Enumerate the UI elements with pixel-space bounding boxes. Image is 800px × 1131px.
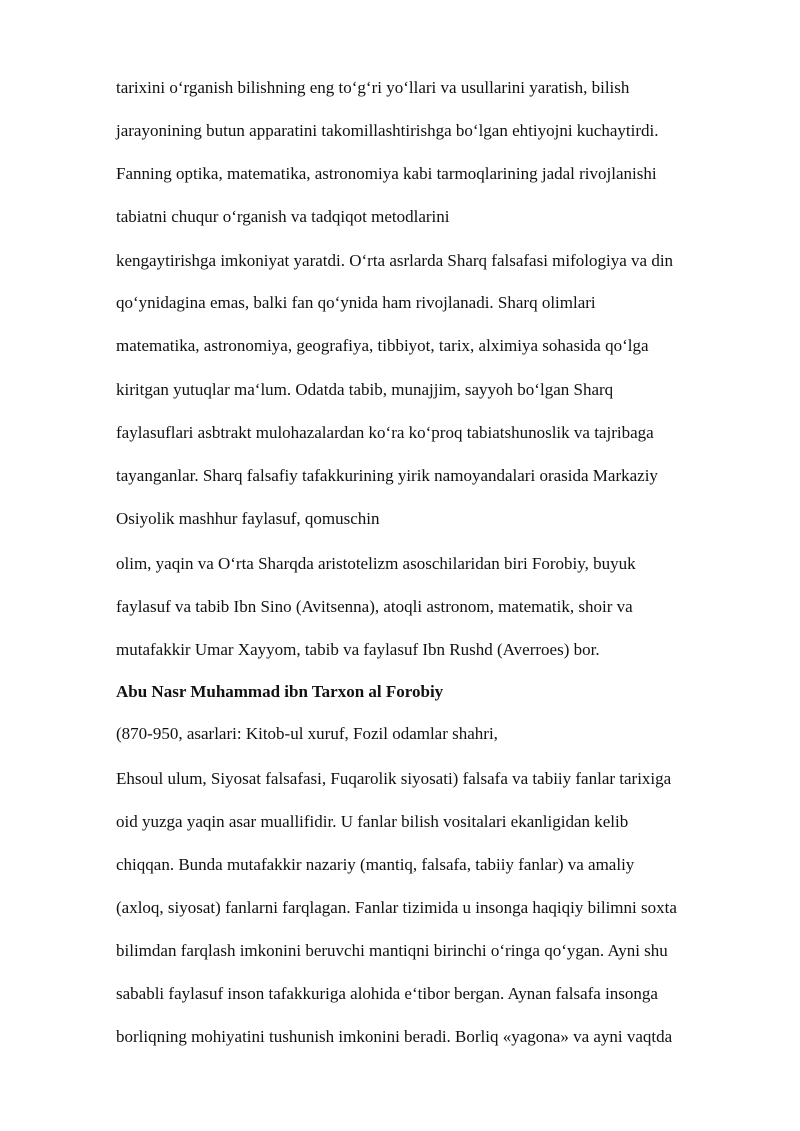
text-line: Osiyolik mashhur faylasuf, qomuschin xyxy=(116,509,380,528)
text-line: tayanganlar. Sharq falsafiy tafakkurining yirik namoyandalari orasida Markaziy xyxy=(116,466,658,485)
text-line: qo‘ynidagina emas, balki fan qo‘ynida ham rivojlanadi. Sharq olimlari xyxy=(116,293,596,312)
section-heading: Abu Nasr Muhammad ibn Tarxon al Forobiy xyxy=(116,682,444,701)
text-line: tabiatni chuqur o‘rganish va tadqiqot metodlarini xyxy=(116,207,450,226)
text-line: chiqqan. Bunda mutafakkir nazariy (mantiq, falsafa, tabiiy fanlar) va amaliy xyxy=(116,855,635,874)
text-line: kengaytirishga imkoniyat yaratdi. O‘rta asrlarda Sharq falsafasi mifologiya va din xyxy=(116,251,674,270)
text-line: sababli faylasuf inson tafakkuriga alohida e‘tibor bergan. Aynan falsafa insonga xyxy=(116,984,658,1003)
text-line: kiritgan yutuqlar ma‘lum. Odatda tabib, munajjim, sayyoh bo‘lgan Sharq xyxy=(116,380,614,399)
text-line: faylasuf va tabib Ibn Sino (Avitsenna), atoqli astronom, matematik, shoir va xyxy=(116,597,633,616)
text-line: tarixini o‘rganish bilishning eng to‘g‘ri yo‘llari va usullarini yaratish, bilish xyxy=(116,78,630,97)
text-line: oid yuzga yaqin asar muallifidir. U fanlar bilish vositalari ekanligidan kelib xyxy=(116,812,629,831)
text-line: borliqning mohiyatini tushunish imkonini beradi. Borliq «yagona» va ayni vaqtda xyxy=(116,1027,673,1046)
text-line: bilimdan farqlash imkonini beruvchi mantiqni birinchi o‘ringa qo‘ygan. Ayni shu xyxy=(116,941,668,960)
text-line: faylasuflari asbtrakt mulohazalardan ko‘ra ko‘proq tabiatshunoslik va tajribaga xyxy=(116,423,654,442)
text-line: Fanning optika, matematika, astronomiya kabi tarmoqlarining jadal rivojlanishi xyxy=(116,164,657,183)
text-line: (870-950, asarlari: Kitob-ul xuruf, Fozil odamlar shahri, xyxy=(116,724,498,743)
text-line: mutafakkir Umar Xayyom, tabib va faylasuf Ibn Rushd (Averroes) bor. xyxy=(116,640,600,659)
text-line: matematika, astronomiya, geografiya, tibbiyot, tarix, alximiya sohasida qo‘lga xyxy=(116,336,649,355)
text-line: Ehsoul ulum, Siyosat falsafasi, Fuqarolik siyosati) falsafa va tabiiy fanlar tarixiga xyxy=(116,769,672,788)
text-line: jarayonining butun apparatini takomillashtirishga bo‘lgan ehtiyojni kuchaytirdi. xyxy=(116,121,659,140)
text-line: (axloq, siyosat) fanlarni farqlagan. Fanlar tizimida u insonga haqiqiy bilimni soxta xyxy=(116,898,677,917)
text-line: olim, yaqin va O‘rta Sharqda aristotelizm asoschilaridan biri Forobiy, buyuk xyxy=(116,554,636,573)
